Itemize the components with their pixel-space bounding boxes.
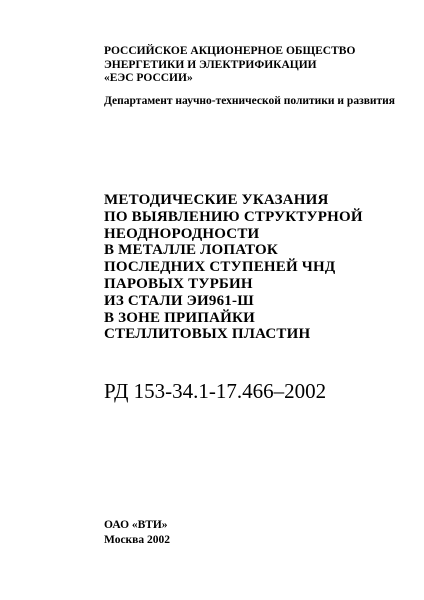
title-line: МЕТОДИЧЕСКИЕ УКАЗАНИЯ bbox=[104, 192, 329, 208]
publisher-name: ОАО «ВТИ» bbox=[104, 519, 168, 531]
organization-line: ЭНЕРГЕТИКИ И ЭЛЕКТРИФИКАЦИИ bbox=[104, 58, 317, 71]
department-name: Департамент научно-технической политики и развития bbox=[104, 95, 396, 107]
organization-header bbox=[104, 45, 355, 86]
title-line: В ЗОНЕ ПРИПАЙКИ bbox=[104, 309, 255, 326]
title-line: НЕОДНОРОДНОСТИ bbox=[104, 225, 260, 242]
title-line: ИЗ СТАЛИ ЭИ961-Ш bbox=[104, 292, 254, 309]
title-line: ПО ВЫЯВЛЕНИЮ СТРУКТУРНОЙ bbox=[104, 208, 363, 225]
title-line: В МЕТАЛЛЕ ЛОПАТОК bbox=[104, 242, 278, 259]
organization-line: «ЕЭС РОССИИ» bbox=[104, 72, 193, 84]
organization-line: РОССИЙСКОЕ АКЦИОНЕРНОЕ ОБЩЕСТВО bbox=[104, 45, 356, 57]
publication-place-year: Москва 2002 bbox=[104, 533, 171, 546]
title-line: ПОСЛЕДНИХ СТУПЕНЕЙ ЧНД bbox=[104, 259, 336, 276]
document-title bbox=[104, 192, 363, 343]
document-code: РД 153-34.1-17.466–2002 bbox=[104, 379, 327, 403]
title-line: ПАРОВЫХ ТУРБИН bbox=[104, 275, 253, 292]
publisher-block bbox=[104, 518, 170, 547]
title-line: СТЕЛЛИТОВЫХ ПЛАСТИН bbox=[104, 326, 311, 343]
